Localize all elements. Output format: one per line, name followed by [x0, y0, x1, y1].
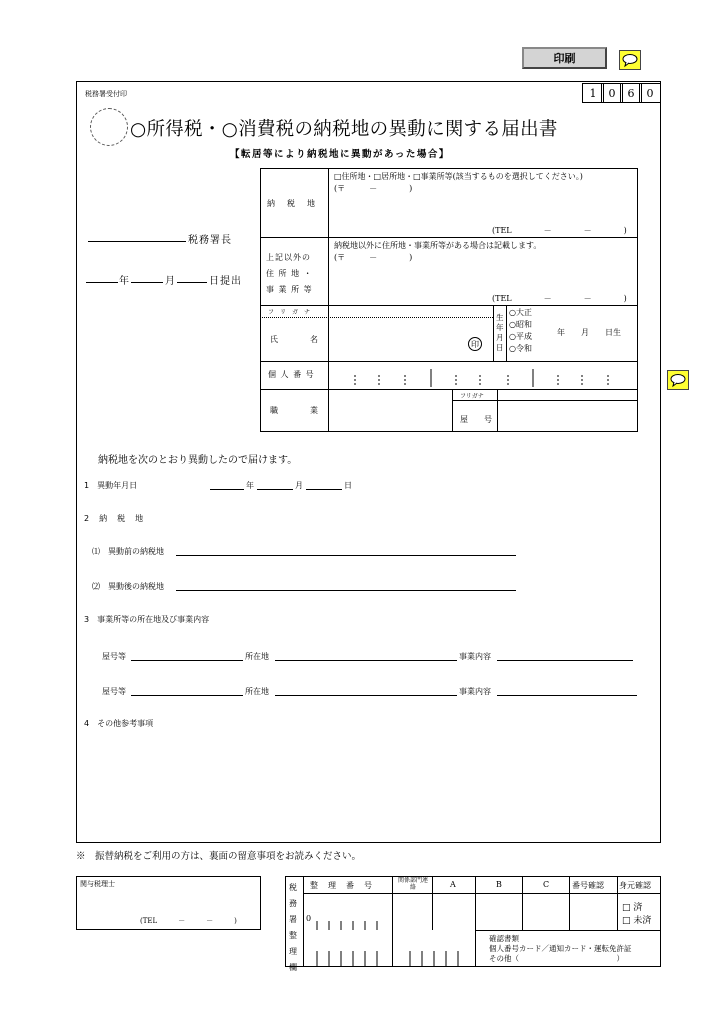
tax-accountant-tel: (TEL － － ): [140, 917, 237, 925]
comment-icon-2[interactable]: [667, 370, 689, 390]
table-row-line: [260, 389, 638, 390]
s1-month-line: [257, 489, 293, 490]
my-number-label: 個 人 番 号: [268, 370, 315, 379]
page-subtitle: 【転居等により納税地に異動があった場合】: [230, 149, 450, 160]
business-label-2: 事業内容: [459, 687, 491, 696]
birth-divider: [506, 305, 507, 361]
date-month-line: [131, 282, 163, 283]
tel-field[interactable]: (TEL － － ): [492, 226, 627, 235]
comment-icon[interactable]: [619, 50, 641, 70]
table-divider: [328, 168, 329, 432]
office-col-line: [617, 876, 618, 930]
table-row-line: [260, 305, 638, 306]
form-number-digit: 0: [601, 83, 623, 103]
footer-note: ※ 振替納税をご利用の方は、裏面の留意事項をお読みください。: [76, 851, 362, 862]
tax-office-suffix: 税務署長: [188, 235, 232, 246]
shop-name-line[interactable]: [131, 660, 243, 661]
location-line-2[interactable]: [275, 695, 457, 696]
business-label: 事業内容: [459, 652, 491, 661]
seal-mark: 印: [468, 337, 482, 351]
date-year-line: [86, 282, 118, 283]
office-column-label: 税務署整理欄: [289, 883, 297, 972]
col-c: C: [543, 880, 550, 889]
form-number-digit: 6: [620, 83, 642, 103]
reception-stamp-circle: [90, 108, 128, 146]
birth-divider: [493, 305, 494, 361]
era-taisho[interactable]: ○大正: [509, 308, 532, 317]
date-day: 日提出: [209, 276, 242, 287]
nozeichi-options: □住所地・□居所地・□事業所等(該当するものを選択してください。): [334, 172, 583, 181]
s2-before-line[interactable]: [176, 555, 516, 556]
form-number-digit: 0: [639, 83, 661, 103]
page-title: ○所得税・○消費税の納税地の異動に関する届出書: [130, 119, 558, 140]
number-check-label: 番号確認: [572, 881, 604, 890]
id-docs-label: 確認書類: [489, 934, 519, 943]
shop-divider: [497, 389, 498, 432]
table-row-line: [260, 237, 638, 238]
s1-day: 日: [344, 481, 352, 490]
office-col-line: [569, 876, 570, 930]
id-docs-list: 個人番号カード／通知カード・運転免許証: [489, 944, 632, 953]
tax-accountant-label: 関与税理士: [80, 880, 115, 888]
era-showa[interactable]: ○昭和: [509, 320, 532, 329]
my-number-field[interactable]: [328, 361, 638, 389]
section-4-label: 4 その他参考事項: [84, 719, 154, 728]
location-line[interactable]: [275, 660, 457, 661]
s2-after-line[interactable]: [176, 590, 516, 591]
intro-text: 納税地を次のとおり異動したので届けます。: [98, 455, 298, 466]
seiri-number-label: 整 理 番 号: [310, 881, 373, 890]
shop-name-label-2: 屋号等: [102, 687, 126, 696]
seiri-zero: 0: [306, 914, 312, 923]
s2-after: ⑵ 異動後の納税地: [92, 582, 164, 591]
tel-field-2[interactable]: (TEL － － ): [492, 294, 627, 303]
shop-furigana-label: フリガナ: [460, 393, 484, 400]
birth-label: 生年月日: [496, 313, 504, 352]
id-docs-other: その他（ ）: [489, 954, 624, 963]
era-heisei[interactable]: ○平成: [509, 332, 532, 341]
stamp-label: 税務署受付印: [85, 90, 127, 98]
date-month: 月: [165, 276, 175, 287]
other-address-note: 納税地以外に住所地・事業所等がある場合は記載します。: [334, 241, 542, 250]
section-2-label: 2 納 税 地: [84, 514, 145, 523]
business-line-2[interactable]: [497, 695, 637, 696]
dept-liaison-label: 関係部門連絡: [397, 877, 428, 891]
date-year: 年: [119, 276, 129, 287]
postal-code[interactable]: (〒 － ): [334, 184, 413, 193]
s2-before: ⑴ 異動前の納税地: [92, 547, 164, 556]
shop-label: 屋 号: [460, 415, 492, 424]
col-b: B: [496, 880, 502, 889]
seiri-number-field[interactable]: [303, 893, 475, 967]
name-label: 氏 名: [270, 335, 320, 344]
business-line[interactable]: [497, 660, 633, 661]
nozeichi-label: 納 税 地: [267, 199, 317, 208]
location-label-2: 所在地: [245, 687, 269, 696]
identity-done-checkbox[interactable]: □ 済: [622, 903, 643, 913]
s1-day-line: [306, 489, 342, 490]
col-a: A: [450, 880, 456, 889]
shop-name-label: 屋号等: [102, 652, 126, 661]
office-col-line: [522, 876, 523, 930]
s1-year: 年: [246, 481, 254, 490]
furigana-label: フ リ ガ ナ: [268, 309, 311, 316]
shop-name-line-2[interactable]: [131, 695, 243, 696]
occupation-label: 職 業: [270, 406, 320, 415]
tax-office-line: [88, 241, 186, 242]
section-3-label: 3 事業所等の所在地及び事業内容: [84, 615, 210, 624]
other-address-label-2: 住 所 地 ・: [266, 269, 313, 278]
other-address-label-3: 事 業 所 等: [266, 285, 313, 294]
location-label: 所在地: [245, 652, 269, 661]
identity-not-done-checkbox[interactable]: □ 未済: [622, 916, 652, 926]
identity-check-label: 身元確認: [619, 881, 651, 890]
birth-ymd: 年 月 日生: [557, 328, 621, 337]
section-1-label: 1 異動年月日: [84, 481, 138, 490]
shop-furigana-line: [452, 400, 638, 401]
furigana-divider: [260, 317, 493, 318]
form-number-digit: 1: [582, 83, 604, 103]
office-row-line: [475, 930, 661, 931]
era-reiwa[interactable]: ○令和: [509, 344, 532, 353]
print-button[interactable]: 印刷: [522, 47, 607, 69]
postal-code-2[interactable]: (〒 － ): [334, 253, 413, 262]
s1-month: 月: [295, 481, 303, 490]
other-address-label-1: 上記以外の: [266, 253, 311, 262]
date-day-line: [177, 282, 207, 283]
shop-divider: [452, 389, 453, 432]
s1-year-line: [210, 489, 244, 490]
office-col-line: [475, 876, 476, 967]
